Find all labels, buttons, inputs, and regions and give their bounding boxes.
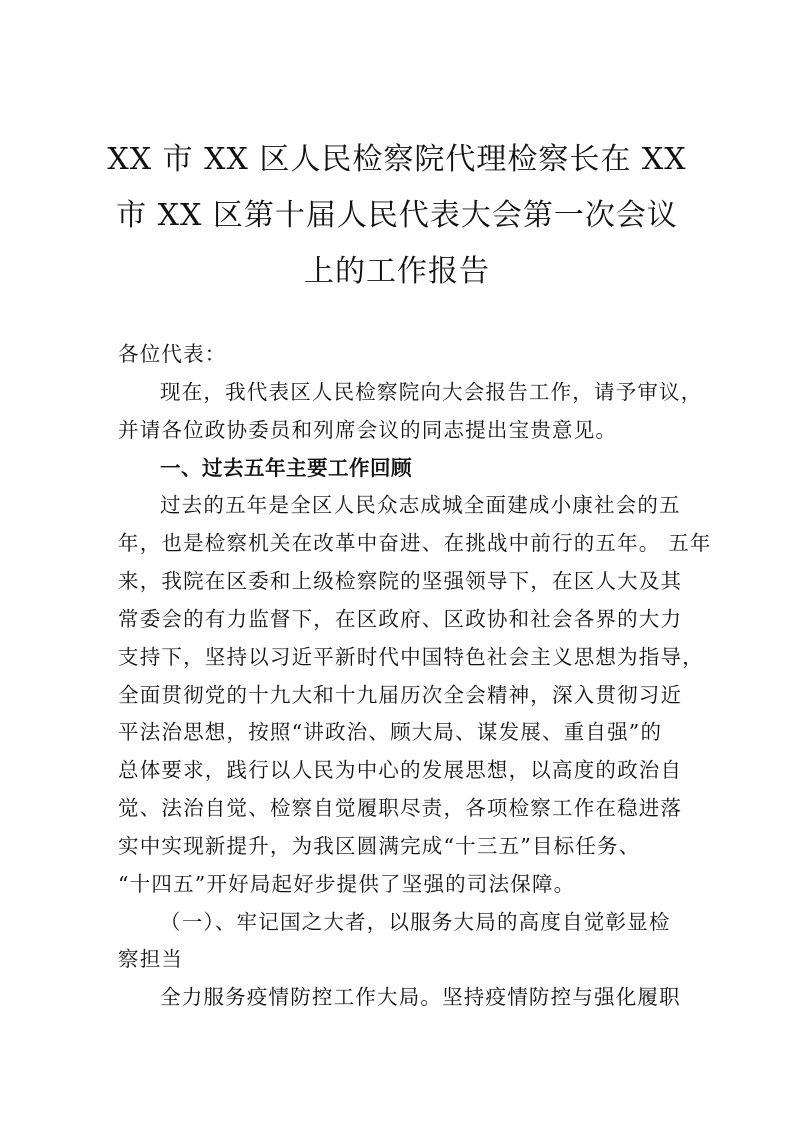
intro-line: 现在，我代表区人民检察院向大会报告工作，请予审议，: [160, 380, 703, 404]
paragraph-line: 平法治思想，按照“讲政治、顾大局、谋发展、重自强”的: [118, 720, 663, 744]
paragraph-line: 年，也是检察机关在改革中奋进、在挑战中前行的五年。 五年: [118, 531, 712, 555]
paragraph-line: 实中实现新提升，为我区圆满完成“十三五”目标任务、: [118, 834, 641, 858]
intro-line: 并请各位政协委员和列席会议的同志提出宝贵意见。: [118, 418, 618, 442]
report-title: [0, 132, 794, 300]
section-heading: 一、过去五年主要工作回顾: [160, 456, 412, 480]
title-line-1: XX 市 XX 区人民检察院代理检察长在 XX: [107, 142, 687, 177]
paragraph-line: 全力服务疫情防控工作大局。坚持疫情防控与强化履职: [160, 985, 681, 1009]
title-line-2: 市 XX 区第十届人民代表大会第一次会议: [116, 198, 678, 233]
paragraph-line: 觉、法治自觉、检察自觉履职尽责，各项检察工作在稳进落: [118, 796, 683, 820]
paragraph-line: 总体要求，践行以人民为中心的发展思想，以高度的政治自: [118, 758, 683, 782]
subsection-heading-line: （一）、牢记国之大者，以服务大局的高度自觉彰显检: [160, 910, 671, 934]
title-line-3: 上的工作报告: [304, 254, 490, 289]
paragraph-line: 支持下，坚持以习近平新时代中国特色社会主义思想为指导，: [118, 645, 704, 669]
paragraph-line: 来，我院在区委和上级检察院的坚强领导下，在区人大及其: [118, 569, 683, 593]
salutation: 各位代表：: [118, 342, 227, 366]
subsection-heading-line: 察担当: [118, 947, 184, 971]
paragraph-line: 全面贯彻党的十九大和十九届历次全会精神，深入贯彻习近: [118, 683, 683, 707]
paragraph-line: 过去的五年是全区人民众志成城全面建成小康社会的五: [160, 493, 681, 517]
paragraph-line: “十四五”开好局起好步提供了坚强的司法保障。: [118, 872, 576, 896]
paragraph-line: 常委会的有力监督下，在区政府、区政协和社会各界的大力: [118, 607, 683, 631]
